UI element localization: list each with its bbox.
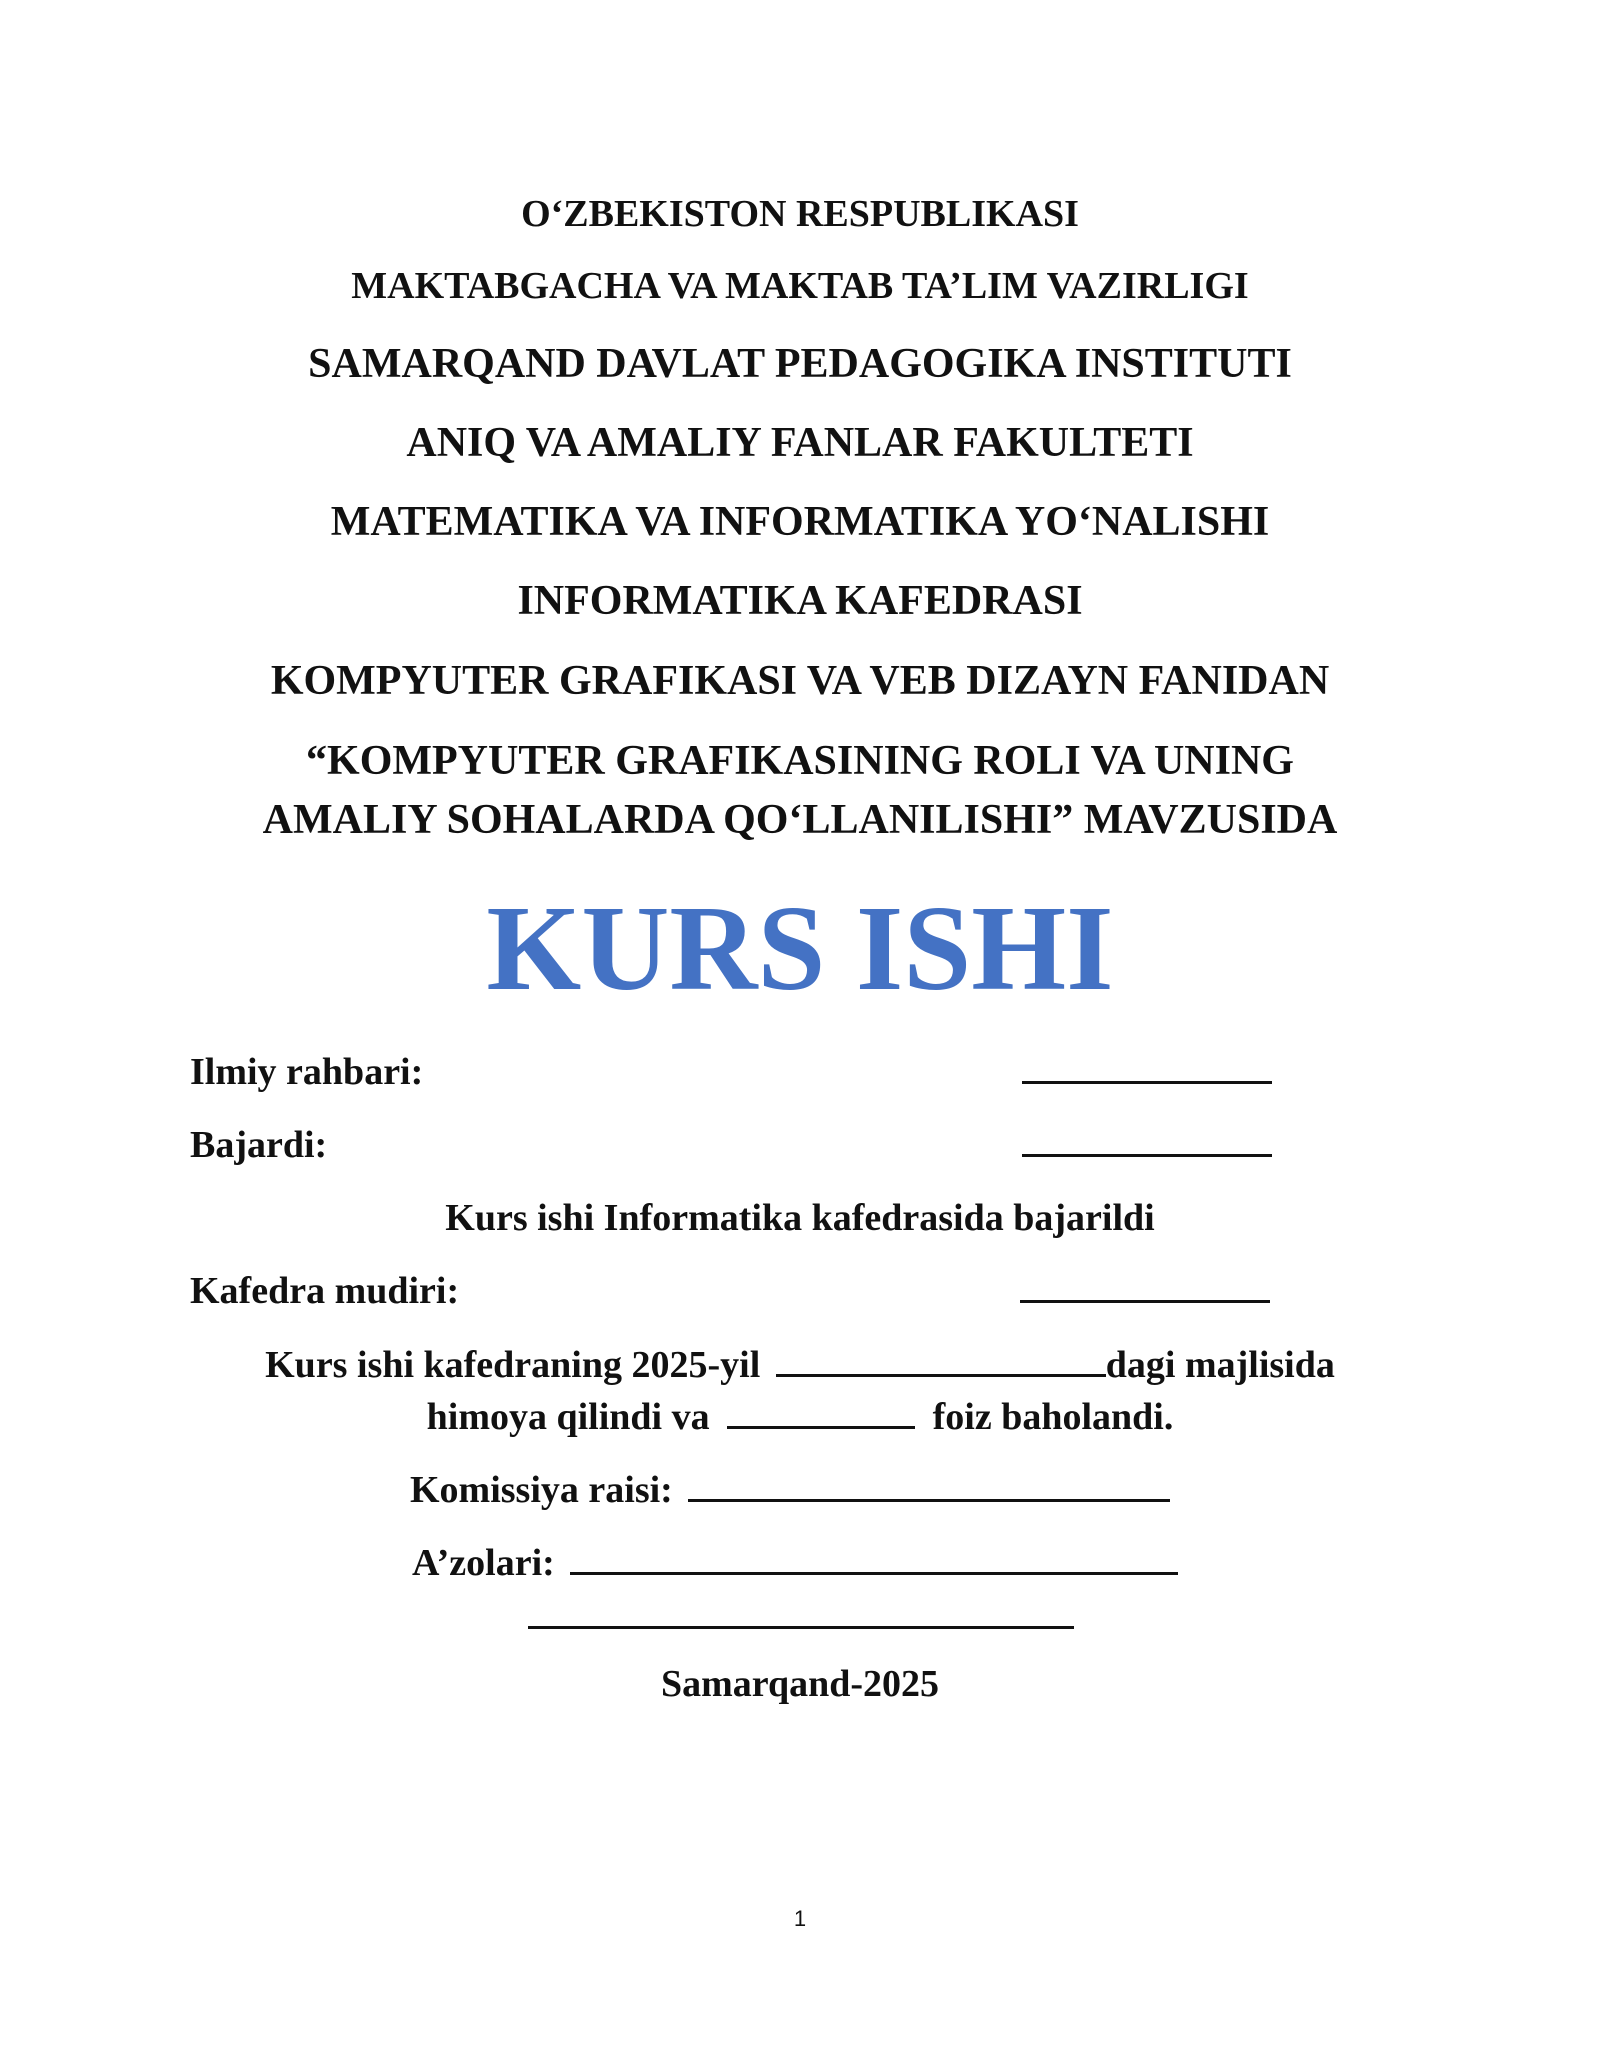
header-topic-line2: AMALIY SOHALARDA QO‘LLANILISHI” MAVZUSIDA — [262, 797, 1338, 843]
department-note: Kurs ishi Informatika kafedrasida bajarildi — [445, 1197, 1155, 1239]
defense-line1 — [0, 1346, 1600, 1384]
commission-line — [410, 1471, 1170, 1509]
header-topic-line1: “KOMPYUTER GRAFIKASINING ROLI VA UNING — [306, 738, 1294, 784]
header-subject: KOMPYUTER GRAFIKASI VA VEB DIZAYN FANIDAN — [270, 658, 1330, 704]
grade-blank — [727, 1426, 915, 1429]
head-signature-line — [1020, 1272, 1270, 1310]
defense-text-2: dagi majlisida — [1105, 1344, 1335, 1386]
header-direction: MATEMATIKA VA INFORMATIKA YO‘NALISHI — [330, 499, 1270, 545]
header-republic: O‘ZBEKISTON RESPUBLIKASI — [521, 193, 1079, 235]
defense-text-3: himoya qilindi va — [426, 1396, 710, 1438]
members-label: A’zolari: — [412, 1542, 555, 1584]
members-line — [412, 1544, 1178, 1582]
performer-label: Bajardi: — [190, 1124, 328, 1166]
supervisor-label: Ilmiy rahbari: — [190, 1051, 424, 1093]
commission-label: Komissiya raisi: — [410, 1469, 673, 1511]
commission-signature-line — [688, 1499, 1170, 1502]
page-number: 1 — [793, 1906, 807, 1931]
defense-date-blank — [776, 1374, 1106, 1377]
header-institute: SAMARQAND DAVLAT PEDAGOGIKA INSTITUTI — [308, 341, 1292, 387]
defense-text-4: foiz baholandi. — [932, 1396, 1174, 1438]
head-label: Kafedra mudiri: — [190, 1270, 460, 1312]
document-title: KURS ISHI — [486, 881, 1114, 1016]
city-year: Samarqand-2025 — [660, 1663, 940, 1705]
supervisor-signature-line — [1022, 1053, 1272, 1091]
defense-line2 — [0, 1398, 1600, 1436]
header-faculty: ANIQ VA AMALIY FANLAR FAKULTETI — [406, 420, 1194, 466]
header-ministry: MAKTABGACHA VA MAKTAB TA’LIM VAZIRLIGI — [351, 265, 1249, 307]
members-signature-line — [570, 1572, 1178, 1575]
performer-signature-line — [1022, 1126, 1272, 1164]
defense-text-1: Kurs ishi kafedraning 2025-yil — [265, 1344, 761, 1386]
members-extra-line — [528, 1598, 1074, 1636]
header-department: INFORMATIKA KAFEDRASI — [517, 578, 1083, 624]
